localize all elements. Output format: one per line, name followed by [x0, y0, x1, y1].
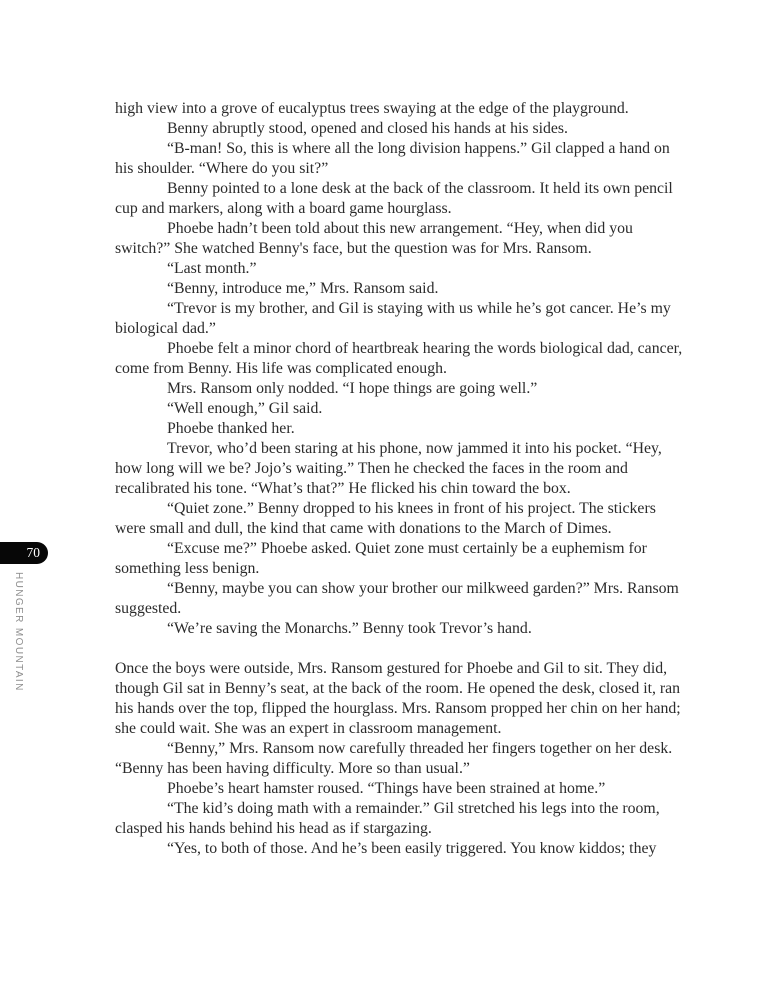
paragraph: high view into a grove of eucalyptus trees swaying at the edge of the playground.	[115, 100, 629, 117]
paragraph: “Benny, introduce me,” Mrs. Ransom said.	[167, 280, 439, 297]
paragraph: “Well enough,” Gil said.	[167, 400, 323, 417]
story-text	[115, 99, 687, 859]
paragraph: “Trevor is my brother, and Gil is staying with us while he’s got cancer. He’s my biological dad.”	[115, 300, 671, 337]
paragraph: “B-man! So, this is where all the long division happens.” Gil clapped a hand on his shoulder. “Where do you sit?”	[115, 140, 670, 177]
paragraph: “Benny,” Mrs. Ransom now carefully threaded her fingers together on her desk. “Benny has been having difficulty. More so than usual.”	[115, 740, 673, 777]
paragraph: Mrs. Ransom only nodded. “I hope things are going well.”	[167, 380, 538, 397]
paragraph: Phoebe hadn’t been told about this new arrangement. “Hey, when did you switch?” She watched Benny's face, but the question was for Mrs. Ransom.	[115, 220, 633, 257]
paragraph: Trevor, who’d been staring at his phone, now jammed it into his pocket. “Hey, how long will we be? Jojo’s waiting.” Then he checked the faces in the room and recalibrated his tone. “What’s that?” He flicked his chin toward the box.	[115, 440, 662, 497]
paragraph: “Quiet zone.” Benny dropped to his knees in front of his project. The stickers were small and dull, the kind that came with donations to the March of Dimes.	[115, 500, 656, 537]
paragraph: “Last month.”	[167, 260, 257, 277]
paragraph: “Excuse me?” Phoebe asked. Quiet zone must certainly be a euphemism for something less benign.	[115, 540, 647, 577]
page-number: 70	[26, 545, 40, 560]
paragraph: “Benny, maybe you can show your brother our milkweed garden?” Mrs. Ransom suggested.	[115, 580, 679, 617]
paragraph: “The kid’s doing math with a remainder.” Gil stretched his legs into the room, clasped his hands behind his head as if stargazing.	[115, 800, 660, 837]
paragraph: Phoebe thanked her.	[167, 420, 295, 437]
paragraph: “Yes, to both of those. And he’s been easily triggered. You know kiddos; they	[167, 840, 657, 857]
page-number-tab	[0, 542, 48, 564]
paragraph: Benny abruptly stood, opened and closed his hands at his sides.	[167, 120, 569, 137]
journal-title-vertical: HUNGER MOUNTAIN	[13, 572, 24, 692]
paragraph: Phoebe felt a minor chord of heartbreak hearing the words biological dad, cancer, come from Benny. His life was complicated enough.	[115, 340, 683, 377]
paragraph: “We’re saving the Monarchs.” Benny took Trevor’s hand.	[167, 620, 532, 637]
paragraph: Benny pointed to a lone desk at the back of the classroom. It held its own pencil cup and markers, along with a board game hourglass.	[115, 180, 673, 217]
paragraph: Phoebe’s heart hamster roused. “Things have been strained at home.”	[167, 780, 606, 797]
paragraph: Once the boys were outside, Mrs. Ransom gestured for Phoebe and Gil to sit. They did, though Gil sat in Benny’s seat, at the back of the room. He opened the desk, closed it, ran his hands over the top, flipped the hourglass. Mrs. Ransom propped her chin on her hand; she could wait. She was an expert in classroom management.	[115, 660, 681, 737]
